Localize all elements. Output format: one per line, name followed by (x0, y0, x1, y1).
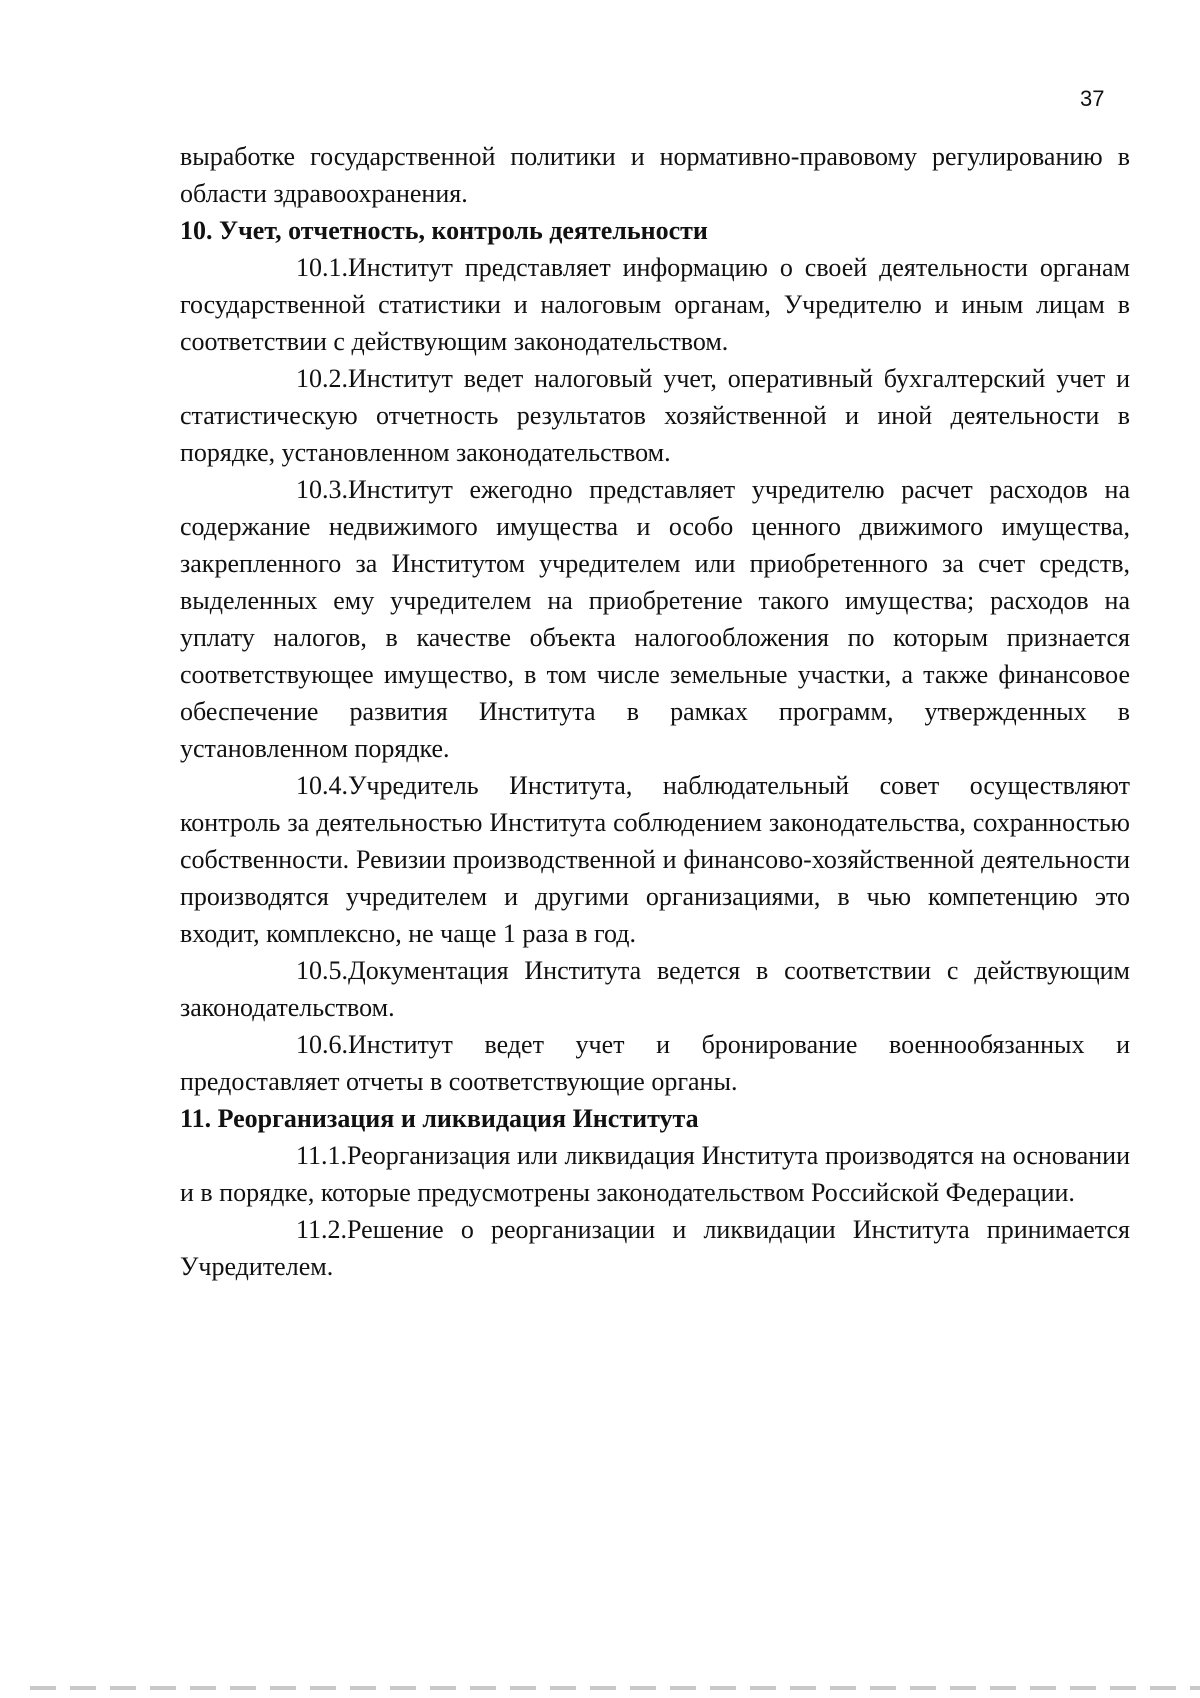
clause-11-2 (180, 1211, 1130, 1285)
clause-11-1 (180, 1137, 1130, 1211)
section-11-heading: 11. Реорганизация и ликвидация Института (180, 1104, 699, 1133)
clause-text: Документация Института ведется в соответствии с действующим законодательством. (180, 956, 1130, 1022)
clause-number: 10.3. (296, 475, 348, 504)
clause-text: Учредитель Института, наблюдательный совет осуществляют контроль за деятельностью Института соблюдением законодательства, сохранностью собственности. Ревизии производственной и финансово-хозяйственной деятельности производятся учредителем и другими организациями, в чью компетенцию это входит, комплексно, не чаще 1 раза в год. (180, 771, 1130, 948)
clause-10-1 (180, 249, 1130, 360)
section-10-heading: 10. Учет, отчетность, контроль деятельности (180, 216, 708, 245)
intro-paragraph: выработке государственной политики и нормативно-правовому регулированию в области здравоохранения. (180, 142, 1130, 208)
clause-10-6 (180, 1026, 1130, 1100)
clause-10-2 (180, 360, 1130, 471)
clause-number: 10.6. (296, 1030, 348, 1059)
scan-artifact-line (30, 1686, 1200, 1690)
clause-10-4 (180, 767, 1130, 952)
clause-text: Решение о реорганизации и ликвидации Института принимается Учредителем. (180, 1215, 1130, 1281)
clause-number: 10.1. (296, 253, 348, 282)
page-number: 37 (1080, 86, 1105, 111)
clause-number: 10.2. (296, 364, 348, 393)
clause-10-3 (180, 471, 1130, 767)
clause-number: 11.2. (296, 1215, 348, 1244)
clause-text: Институт ведет учет и бронирование военнообязанных и предоставляет отчеты в соответствующие органы. (180, 1030, 1130, 1096)
clause-10-5 (180, 952, 1130, 1026)
clause-number: 11.1. (296, 1141, 348, 1170)
clause-number: 10.4. (296, 771, 348, 800)
clause-number: 10.5. (296, 956, 348, 985)
clause-text: Реорганизация или ликвидация Института производятся на основании и в порядке, которые предусмотрены законодательством Российской Федерации. (180, 1141, 1130, 1207)
clause-text: Институт ежегодно представляет учредителю расчет расходов на содержание недвижимого имущества и особо ценного движимого имущества, закрепленного за Институтом учредителем или приобретенного за счет средств, выделенных ему учредителем на приобретение такого имущества; расходов на уплату налогов, в качестве объекта налогообложения по которым признается соответствующее имущество, в том числе земельные участки, а также финансовое обеспечение развития Института в рамках программ, утвержденных в установленном порядке. (180, 475, 1130, 763)
clause-text: Институт представляет информацию о своей деятельности органам государственной статистики и налоговым органам, Учредителю и иным лицам в соответствии с действующим законодательством. (180, 253, 1130, 356)
document-body (180, 138, 1130, 1285)
clause-text: Институт ведет налоговый учет, оперативный бухгалтерский учет и статистическую отчетность результатов хозяйственной и иной деятельности в порядке, установленном законодательством. (180, 364, 1130, 467)
